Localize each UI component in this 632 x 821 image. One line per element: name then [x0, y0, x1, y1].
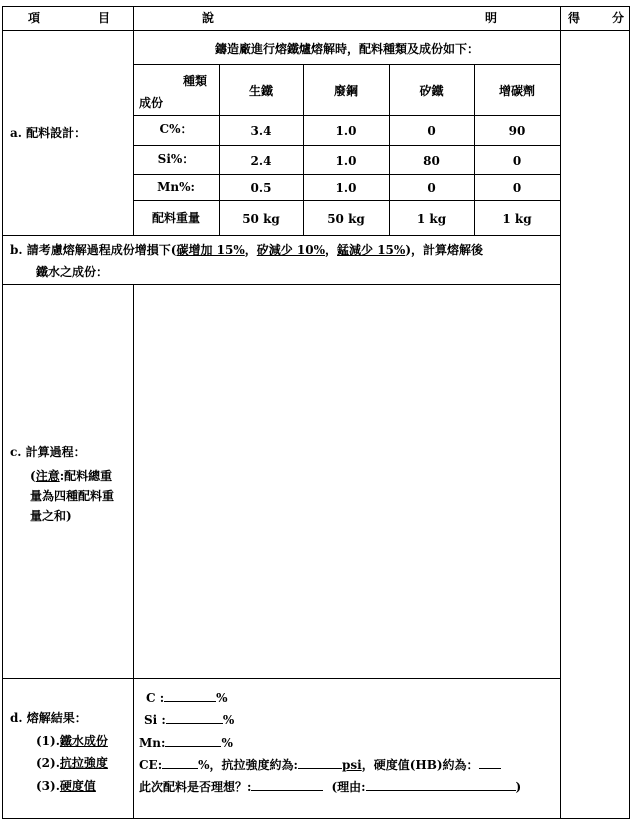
- note-word: 注意: [35, 469, 60, 483]
- section-d-label: d. 熔解結果：: [10, 711, 87, 725]
- mix-cell: 1 kg: [416, 212, 447, 226]
- mix-col-header: 生鐵: [248, 84, 273, 98]
- hardness-label: ，硬度值(HB)約為：: [361, 758, 479, 772]
- mix-table-row3: [133, 174, 560, 175]
- header-score-char1: 得: [568, 11, 581, 25]
- section-d-item-2: [36, 756, 108, 770]
- section-b-silicon: 矽減少 10%: [256, 243, 326, 257]
- section-a-bottom-line: [2, 235, 560, 236]
- mix-table-corner-type: 種類: [183, 74, 208, 88]
- calculation-area[interactable]: [134, 285, 560, 678]
- manganese-label: Mn:: [139, 736, 166, 750]
- ce-blank[interactable]: [162, 756, 198, 769]
- item-text: 鐵水成份: [59, 734, 108, 748]
- ideal-question: 此次配料是否理想？:: [139, 780, 252, 794]
- mix-cell: 80: [423, 154, 440, 168]
- section-b-suffix: )，計算熔解後: [405, 243, 483, 257]
- percent-sign: %: [221, 736, 233, 750]
- note-open-paren: (: [30, 469, 36, 483]
- mix-cell: 0.5: [250, 181, 272, 195]
- mix-cell: 2.4: [250, 154, 272, 168]
- mix-col-header: 矽鐵: [419, 84, 444, 98]
- result-ideal-line: [139, 778, 521, 794]
- result-carbon: [146, 689, 228, 705]
- tensile-blank[interactable]: [298, 756, 342, 769]
- score-column[interactable]: [561, 31, 629, 818]
- item-text: 抗拉強度: [59, 756, 108, 770]
- result-silicon: [144, 711, 234, 727]
- section-c-note-line2: 量為四種配料重: [30, 489, 115, 503]
- item-text: 硬度值: [59, 779, 96, 793]
- section-b-sep: ，: [244, 243, 257, 257]
- mix-cell: 50 kg: [242, 212, 280, 226]
- header-item-char1: 項: [28, 11, 41, 25]
- mix-col-header: 增碳劑: [498, 84, 535, 98]
- mix-row-label: 配料重量: [151, 211, 200, 225]
- psi-unit: psi: [341, 758, 362, 772]
- percent-sign: %: [216, 691, 228, 705]
- carbon-label: C :: [146, 691, 165, 705]
- header-bottom-line: [2, 30, 630, 31]
- ce-label: CE:: [139, 758, 163, 772]
- mix-cell: 1.0: [335, 154, 357, 168]
- reason-close: ): [515, 780, 522, 794]
- section-b-question: [10, 243, 483, 257]
- mix-cell: 3.4: [250, 124, 272, 138]
- manganese-blank[interactable]: [165, 734, 221, 747]
- mix-row-label: Si%：: [157, 152, 195, 166]
- mix-cell: 0: [427, 181, 436, 195]
- carbon-blank[interactable]: [164, 689, 216, 702]
- item-number: (3).: [36, 779, 60, 793]
- mix-table-row4: [133, 200, 560, 201]
- reason-label: (理由:: [331, 780, 366, 794]
- hardness-blank[interactable]: [479, 756, 501, 769]
- note-rest: :配料總重: [59, 469, 113, 483]
- silicon-blank[interactable]: [166, 711, 223, 724]
- mix-row-label: C%：: [159, 122, 193, 136]
- item-number: (1).: [36, 734, 60, 748]
- mix-cell: 1 kg: [502, 212, 532, 226]
- section-c-note-line1: [30, 469, 112, 483]
- mix-cell: 90: [508, 124, 526, 138]
- ideal-blank[interactable]: [251, 778, 323, 791]
- mix-col-header: 廢鋼: [333, 84, 358, 98]
- mix-table-row1: [133, 115, 560, 116]
- mix-cell: 0: [512, 154, 522, 168]
- section-b-sep: ，: [325, 243, 338, 257]
- mix-cell: 50 kg: [327, 212, 365, 226]
- section-a-intro: 鑄造廠進行熔鐵爐熔解時，配料種類及成份如下：: [214, 42, 479, 56]
- mix-cell: 0: [512, 181, 522, 195]
- percent-sign: %: [222, 713, 235, 727]
- mix-table-corner-component: 成份: [139, 96, 164, 110]
- header-score-char2: 分: [612, 11, 625, 25]
- header-desc-char1: 說: [202, 11, 215, 25]
- silicon-label: Si :: [144, 713, 166, 727]
- result-ce-line: [139, 756, 501, 772]
- section-b-prefix: b. 請考慮熔解過程成份增損下(: [10, 243, 177, 257]
- section-c-label: c. 計算過程：: [10, 445, 86, 459]
- mix-cell: 1.0: [335, 181, 357, 195]
- section-a-label: a. 配料設計：: [10, 126, 87, 140]
- mix-cell: 1.0: [335, 124, 357, 138]
- section-c-note-line3: 量之和): [30, 509, 72, 523]
- header-item-char2: 目: [98, 11, 111, 25]
- result-manganese: [139, 734, 233, 750]
- mix-table-top: [133, 64, 560, 65]
- section-b-carbon: 碳增加 15%: [176, 243, 245, 257]
- section-d-item-3: [36, 779, 96, 793]
- mix-row-label: Mn%:: [157, 180, 195, 194]
- section-b-manganese: 錳減少 15%: [337, 243, 406, 257]
- tensile-label: %，抗拉強度約為:: [198, 758, 298, 772]
- reason-blank[interactable]: [366, 778, 516, 791]
- section-d-item-1: [36, 734, 108, 748]
- section-c-bottom-line: [2, 678, 560, 679]
- header-desc-char2: 明: [485, 11, 498, 25]
- mix-table-row2: [133, 145, 560, 146]
- mix-cell: 0: [427, 124, 436, 138]
- section-b-line2: 鐵水之成份：: [36, 265, 109, 279]
- item-number: (2).: [36, 756, 60, 770]
